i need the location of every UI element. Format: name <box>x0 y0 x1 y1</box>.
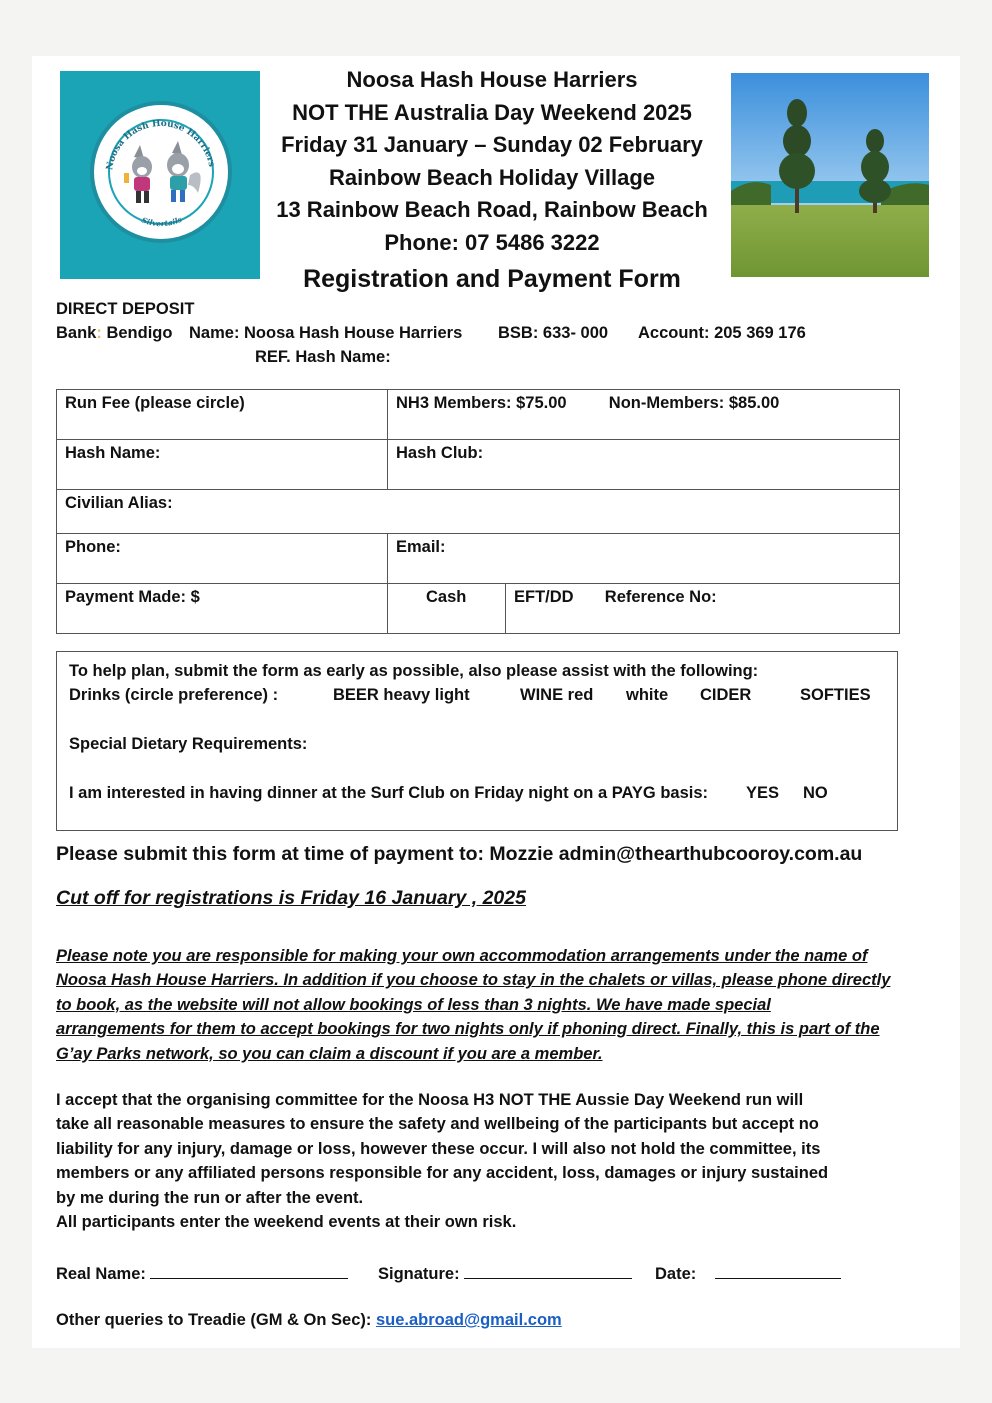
extras-intro: To help plan, submit the form as early as possible, also please assist with the following: <box>69 662 759 680</box>
venue-photo <box>731 73 929 277</box>
date-label: Date: <box>655 1265 697 1283</box>
payment-reference-field[interactable]: Reference No: <box>604 588 717 606</box>
queries-label: Other queries to Treadie (GM & On Sec): <box>56 1311 376 1329</box>
queries-email-link[interactable]: sue.abroad@gmail.com <box>375 1311 562 1329</box>
note-line: Noosa Hash House Harriers. In addition if you choose to stay in the chalets or villas, please phone directly <box>56 971 891 990</box>
dietary-field[interactable]: Special Dietary Requirements: <box>69 735 308 753</box>
signature-row <box>378 1262 632 1284</box>
drink-wine-option[interactable]: WINE red <box>520 686 594 704</box>
form-title: Registration and Payment Form <box>303 264 681 293</box>
members-fee[interactable]: NH3 Members: $75.00 <box>396 394 567 412</box>
queries-row <box>56 1310 562 1330</box>
real-name-row <box>56 1262 348 1284</box>
date-row <box>655 1262 841 1284</box>
email-field[interactable]: Email: <box>388 534 900 584</box>
signature-line[interactable] <box>464 1262 632 1279</box>
deposit-account-name: Name: Noosa Hash House Harriers <box>189 324 463 342</box>
deposit-reference: REF. Hash Name: <box>255 348 391 366</box>
venue-phone: Phone: 07 5486 3222 <box>384 229 600 255</box>
dinner-no-option[interactable]: NO <box>803 784 828 802</box>
logo-top-text: Noosa Hash House Harriers <box>105 118 217 171</box>
dinner-yes-option[interactable]: YES <box>746 784 780 802</box>
deposit-heading: DIRECT DEPOSIT <box>56 300 195 318</box>
note-line: G’ay Parks network, so you can claim a discount if you are a member. <box>56 1044 603 1063</box>
accept-line: take all reasonable measures to ensure the safety and wellbeing of the participants but accept no <box>56 1115 819 1134</box>
signature-label: Signature: <box>378 1265 460 1283</box>
drinks-label: Drinks (circle preference) : <box>69 686 279 704</box>
event-dates: Friday 31 January – Sunday 02 February <box>281 132 703 158</box>
hash-club-field[interactable]: Hash Club: <box>388 440 900 490</box>
payment-made-field[interactable]: Payment Made: $ <box>57 584 388 634</box>
date-line[interactable] <box>715 1262 841 1279</box>
dinner-question: I am interested in having dinner at the Surf Club on Friday night on a PAYG basis: <box>69 784 709 802</box>
accept-line: liability for any injury, damage or loss, however these occur. I will also not hold the committee, its <box>56 1139 821 1158</box>
payment-cash-option[interactable]: Cash <box>388 584 506 634</box>
payment-eft-option[interactable]: EFT/DD <box>514 588 574 606</box>
drink-cider-option[interactable]: CIDER <box>700 686 752 704</box>
real-name-line[interactable] <box>150 1262 348 1279</box>
deposit-bsb: BSB: 633- 000 <box>498 324 609 342</box>
note-line: Please note you are responsible for making your own accommodation arrangements under the name of <box>56 947 868 965</box>
accept-line: by me during the run or after the event. <box>56 1188 364 1207</box>
phone-field[interactable]: Phone: <box>57 534 388 584</box>
venue-address: 13 Rainbow Beach Road, Rainbow Beach <box>276 197 708 223</box>
cutoff-notice: Cut off for registrations is Friday 16 January , 2025 <box>56 887 526 909</box>
club-logo <box>60 71 260 279</box>
drink-beer-option[interactable]: BEER heavy light <box>333 686 470 704</box>
drink-softies-option[interactable]: SOFTIES <box>800 686 871 704</box>
bank-name: Bendigo <box>106 324 173 342</box>
drink-white-option[interactable]: white <box>626 686 669 704</box>
logo-ring <box>90 101 232 243</box>
hash-name-field[interactable]: Hash Name: <box>57 440 388 490</box>
venue-photo-art <box>731 73 929 277</box>
club-name: Noosa Hash House Harriers <box>346 67 638 92</box>
deposit-bank <box>56 323 172 343</box>
note-line: to book, as the website will not allow bookings of less than 3 nights. We have made special <box>56 995 771 1014</box>
accommodation-note <box>56 944 936 1066</box>
liability-statement <box>56 1088 936 1234</box>
accept-line: I accept that the organising committee for the Noosa H3 NOT THE Aussie Day Weekend run will <box>56 1091 804 1109</box>
deposit-account-number: Account: 205 369 176 <box>638 324 806 342</box>
logo-bottom-text: Silvertails <box>140 214 184 229</box>
submit-instructions: Please submit this form at time of payment to: Mozzie admin@thearthubcooroy.com.au <box>56 843 863 865</box>
run-fee-options[interactable] <box>388 390 900 440</box>
event-title: NOT THE Australia Day Weekend 2025 <box>292 99 692 125</box>
registration-table <box>56 389 900 634</box>
run-fee-label: Run Fee (please circle) <box>57 390 388 440</box>
venue-name: Rainbow Beach Holiday Village <box>328 164 655 190</box>
event-header <box>262 64 722 298</box>
note-line: arrangements for them to accept bookings for two nights only if phoning direct. Finally, this is part of the <box>56 1020 880 1039</box>
accept-line: members or any affiliated persons responsible for any accident, loss, damages or injury sustained <box>56 1164 829 1183</box>
svg-text:Silvertails <box>140 214 184 228</box>
fox-right-icon <box>167 141 201 202</box>
accept-line: All participants enter the weekend events at their own risk. <box>56 1213 517 1232</box>
bank-separator: : <box>96 324 102 342</box>
svg-text:Noosa Hash House Harriers <box>105 119 216 171</box>
logo-artwork <box>94 105 228 239</box>
fox-left-icon <box>124 145 152 203</box>
payment-eft-cell[interactable] <box>506 584 900 634</box>
nonmembers-fee[interactable]: Non-Members: $85.00 <box>608 394 780 412</box>
bank-label: Bank <box>56 324 97 342</box>
civilian-alias-field[interactable]: Civilian Alias: <box>57 490 900 534</box>
real-name-label: Real Name: <box>56 1265 146 1283</box>
